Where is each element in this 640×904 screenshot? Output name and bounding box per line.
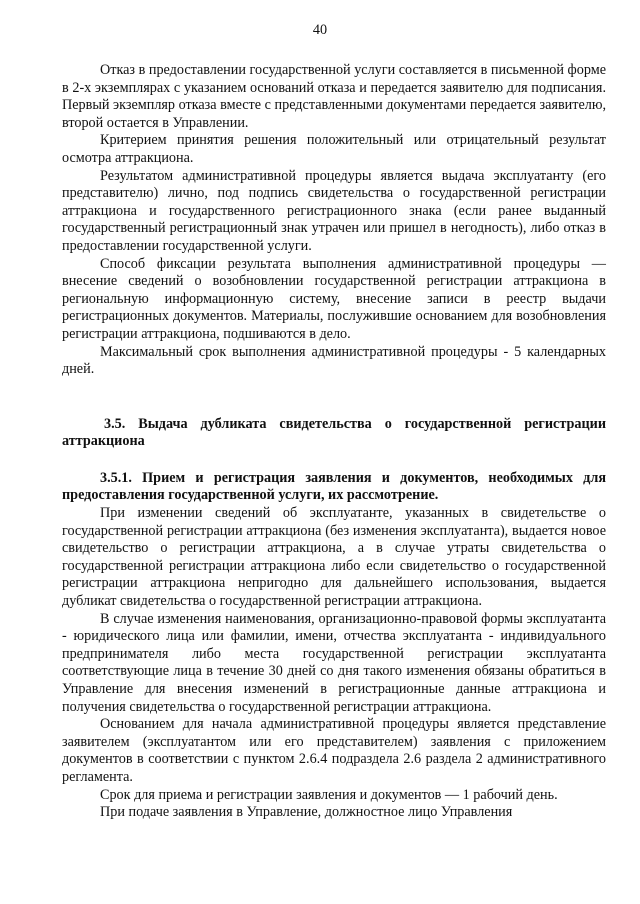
paragraph-procedure-result: Результатом административной процедуры является выдача эксплуатанту (его представителю) лично, под подпись свидетельства о государственной регистрации аттракциона и государственного регистрационного знака (если ранее выданный государственный регистрационный знак утрачен или пришел в негодность), либо отказ в предоставлении государственной услуги. [62, 167, 606, 254]
subsection-heading: 3.5.1. Прием и регистрация заявления и документов, необходимых для предоставления государственной услуги, их рассмотрение. [62, 469, 606, 504]
spacer [62, 451, 606, 470]
paragraph-refusal-form: Отказ в предоставлении государственной услуги составляется в письменной форме в 2-х экземплярах с указанием оснований отказа и передается заявителю для подписания. Первый экземпляр отказа вместе с представленными документами передается заявителю, второй остается в Управлении. [62, 62, 606, 131]
paragraph-registration-term: Срок для приема и регистрации заявления и документов — 1 рабочий день. [100, 786, 558, 803]
paragraph-decision-criterion: Критерием принятия решения положительный или отрицательный результат осмотра аттракциона. [62, 132, 606, 166]
paragraph-result-recording: Способ фиксации результата выполнения административной процедуры — внесение сведений о возобновлении государственной регистрации аттракциона в региональную информационную систему, внесение записи в реестр выдачи регистрационных документов. Материалы, послужившие основанием для возобновления регистрации аттракциона, подшиваются в дело. [62, 255, 606, 342]
page-number: 40 [312, 22, 328, 38]
paragraph-duplicate-issue: При изменении сведений об эксплуатанте, указанных в свидетельстве о государственной регистрации аттракциона (без изменения эксплуатанта), выдается новое свидетельство о регистрации аттракциона, а в случае утраты свидетельства о государственной регистрации аттракциона либо если свидетельство о государственной регистрации аттракциона непригодно для дальнейшего использования, выдается дубликат свидетельства о государственной регистрации аттракциона. [62, 505, 606, 610]
spacer [62, 379, 606, 416]
paragraph-procedure-basis: Основанием для начала административной процедуры является представление заявителем (эксплуатантом или его представителем) заявления с приложением документов в соответствии с пунктом 2.6.4 подраздела 2.6 раздела 2 административного регламента. [62, 716, 606, 785]
section-heading: 3.5. Выдача дубликата свидетельства о государственной регистрации аттракциона [62, 415, 606, 450]
paragraph-change-obligation: В случае изменения наименования, организационно-правовой формы эксплуатанта - юридического лица или фамилии, имени, отчества эксплуатанта - индивидуального предпринимателя либо места государственной регистрации эксплуатанта соответствующие лица в течение 30 дней со дня такого изменения обязаны обратиться в Управление для внесения изменений в регистрационные данные аттракциона и получения свидетельства о государственной регистрации аттракциона. [62, 610, 606, 715]
page-body [62, 62, 606, 822]
paragraph-application-submission: При подаче заявления в Управление, должностное лицо Управления [100, 804, 513, 821]
paragraph-max-duration: Максимальный срок выполнения административной процедуры - 5 календарных дней. [62, 343, 606, 378]
